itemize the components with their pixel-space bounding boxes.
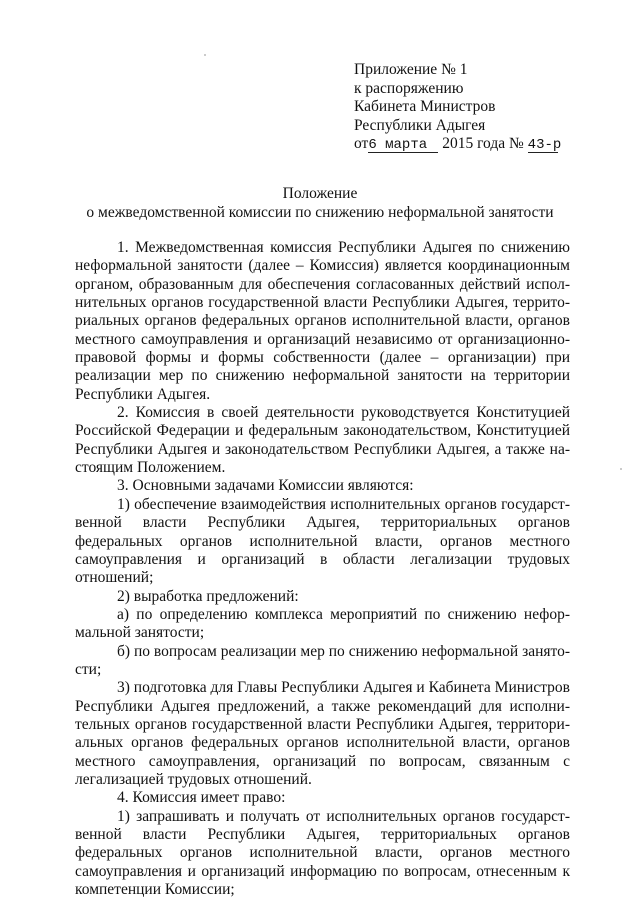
paragraph: а) по определению комплекса мероприятий по снижению неформальной занятости;: [75, 605, 570, 642]
date-prefix: от: [354, 135, 369, 152]
date-year: 2015 года №: [442, 135, 524, 152]
date-day-handwritten: 6 марта: [368, 138, 438, 153]
appendix-region: Республики Адыгея: [354, 116, 486, 134]
paragraph: 1) обеспечение взаимодействия исполнительных органов государственной власти Республики Адыгея, территориальных органов федеральных органов исполнительной власти, органов местного самоуправления и организаций в области легализации трудовых отношений;: [75, 495, 570, 587]
document-body: [75, 239, 570, 899]
paragraph: 2) выработка предложений:: [117, 587, 299, 605]
appendix-header: [354, 61, 562, 154]
paragraph: 1) запрашивать и получать от исполнительных органов государственной власти Республики Адыгея, территориальных органов федеральных органов исполнительной власти, органов местного самоуправления и организаций информацию по вопросам, отнесенным к компетенции Комиссии;: [75, 807, 570, 899]
scan-speck: [620, 468, 622, 470]
title-subheading: о межведомственной комиссии по снижению неформальной занятости: [86, 203, 554, 221]
paragraph: 3) подготовка для Главы Республики Адыгея и Кабинета Министров Республики Адыгея предложений, а также рекомендаций для исполнительных органов государственной власти Республики Адыгея, территориальных органов федеральных органов исполнительной власти, органов местного самоуправления, организаций по вопросам, связанным с легализацией трудовых отношений.: [75, 679, 570, 788]
scan-speck: [204, 54, 206, 56]
document-title: [0, 185, 640, 222]
appendix-ref: к распоряжению: [354, 79, 464, 97]
appendix-date-line: [354, 135, 562, 154]
appendix-issuer: Кабинета Министров: [354, 98, 496, 115]
paragraph: б) по вопросам реализации мер по снижению неформальной занятости;: [75, 642, 570, 678]
paragraph: 1. Межведомственная комиссия Республики Адыгея по снижению неформальной занятости (далее – Комиссия) является координационным органом, образованным для обеспечения согласованных действий исполнительных органов государственной власти Республики Адыгея, территориальных органов федеральных органов исполнительной власти, органов местного самоуправления и организаций независимо от организационно-правовой формы и формы собственности (далее – организации) при реализации мер по снижению неформальной занятости на территории Республики Адыгея.: [75, 239, 570, 403]
paragraph: 4. Комиссия имеет право:: [117, 789, 286, 807]
title-heading: Положение: [282, 185, 358, 202]
order-number-handwritten: 43-р: [527, 137, 562, 153]
paragraph: 2. Комиссия в своей деятельности руководствуется Конституцией Российской Федерации и федеральным законодательством, Конституцией Республики Адыгея и законодательством Республики Адыгея, а также настоящим Положением.: [75, 404, 570, 477]
paragraph: 3. Основными задачами Комиссии являются:: [117, 477, 414, 495]
appendix-number: Приложение № 1: [354, 61, 468, 78]
